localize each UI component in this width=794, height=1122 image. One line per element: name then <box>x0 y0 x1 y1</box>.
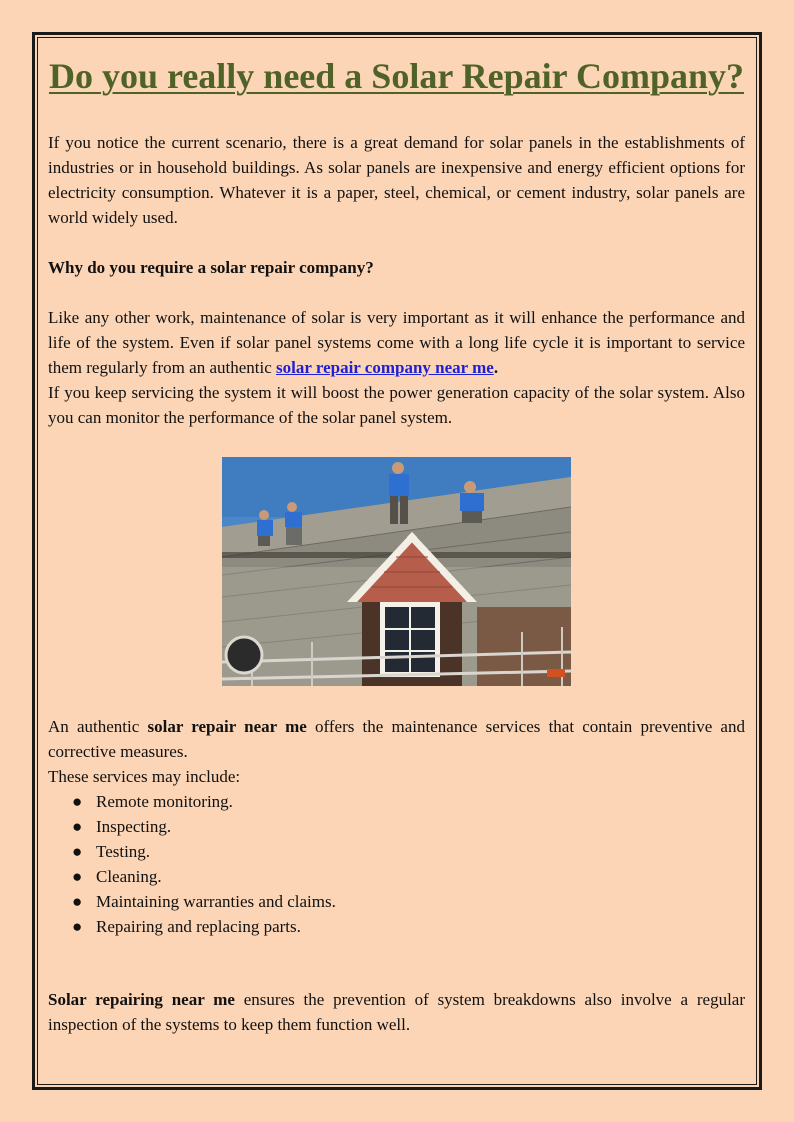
maintenance-paragraph <box>48 305 745 380</box>
servicing-paragraph: If you keep servicing the system it will boost the power generation capacity of the solar system. Also you can monitor the performance of the solar panel system. <box>48 383 745 427</box>
roof-workers-photo <box>222 457 571 686</box>
services-intro-keyword: solar repair near me <box>147 717 307 736</box>
services-intro-prefix: An authentic <box>48 717 148 736</box>
solar-repair-company-link[interactable]: solar repair company near me <box>276 358 494 377</box>
bullet-icon: ● <box>72 867 83 886</box>
list-item <box>72 814 745 839</box>
services-list <box>48 789 745 939</box>
bullet-icon: ● <box>72 792 83 811</box>
list-item-text: Cleaning. <box>96 867 162 886</box>
services-lead: These services may include: <box>48 767 241 786</box>
bullet-icon: ● <box>72 917 83 936</box>
maintenance-text: Like any other work, maintenance of solar is very important as it will enhance the performance and life of the system. Even if solar panel systems come with a long life cycle it is important to service them regularly from an authentic <box>48 308 745 377</box>
bullet-icon: ● <box>72 842 83 861</box>
bullet-icon: ● <box>72 892 83 911</box>
section-heading: Why do you require a solar repair company? <box>48 258 374 277</box>
list-item-text: Repairing and replacing parts. <box>96 917 301 936</box>
list-item <box>72 789 745 814</box>
list-item <box>72 839 745 864</box>
list-item-text: Inspecting. <box>96 817 172 836</box>
list-item-text: Testing. <box>96 842 151 861</box>
document-body <box>48 48 745 1037</box>
services-intro-suffix: offers the maintenance services that contain preventive and corrective measures. <box>48 717 745 761</box>
list-item <box>72 864 745 889</box>
bullet-icon: ● <box>72 817 83 836</box>
closing-paragraph <box>48 987 745 1037</box>
maintenance-period: . <box>493 358 499 377</box>
list-item-text: Maintaining warranties and claims. <box>96 892 336 911</box>
closing-text: ensures the prevention of system breakdowns also involve a regular inspection of the systems to keep them function well. <box>48 990 745 1034</box>
closing-keyword: Solar repairing near me <box>48 990 235 1009</box>
list-item <box>72 889 745 914</box>
services-intro-paragraph <box>48 714 745 764</box>
page-title: Do you really need a Solar Repair Company? <box>48 56 745 96</box>
list-item <box>72 914 745 939</box>
intro-paragraph: If you notice the current scenario, there is a great demand for solar panels in the establishments of industries or in household buildings. As solar panels are inexpensive and energy efficient options for electricity consumption. Whatever it is a paper, steel, chemical, or cement industry, solar panels are world widely used. <box>48 133 745 227</box>
list-item-text: Remote monitoring. <box>96 792 233 811</box>
